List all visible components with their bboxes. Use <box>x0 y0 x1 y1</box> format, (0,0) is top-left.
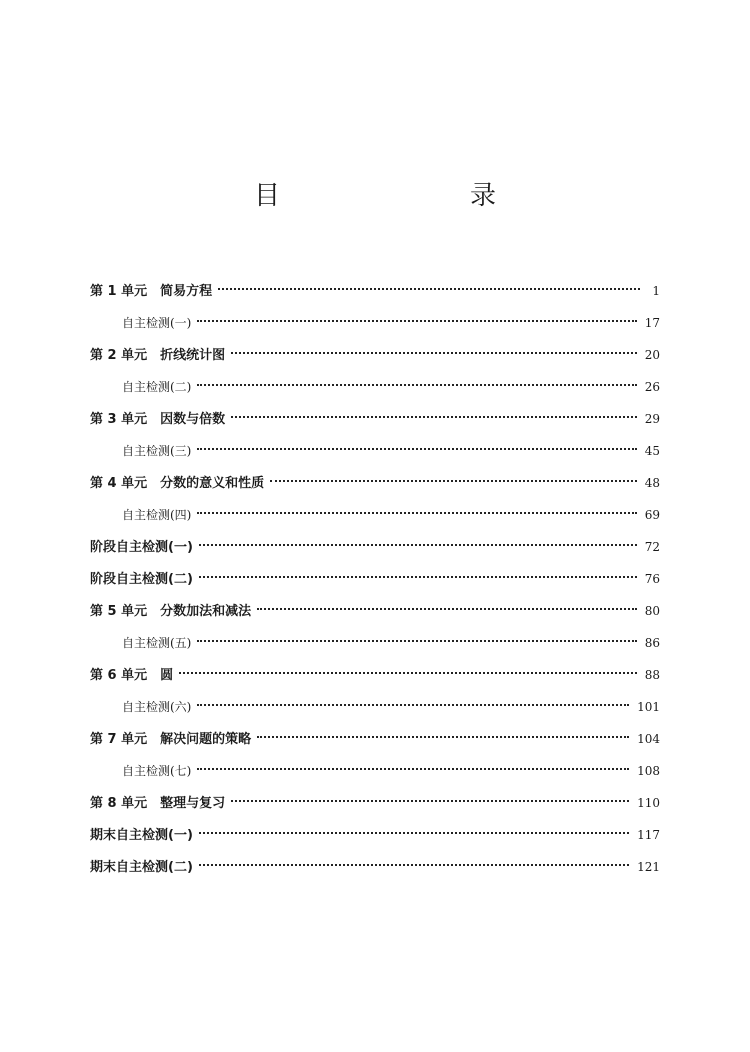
toc-entry-label: 自主检测(五) <box>122 636 192 650</box>
toc-entry[interactable] <box>90 531 660 563</box>
toc-entry-label: 自主检测(七) <box>122 764 192 778</box>
toc-entry[interactable] <box>90 339 660 371</box>
dot-leader <box>197 640 636 642</box>
toc-entry-label: 自主检测(三) <box>122 444 192 458</box>
toc-entry[interactable] <box>90 755 660 787</box>
toc-entry-label: 自主检测(四) <box>122 508 192 522</box>
dot-leader <box>197 512 636 514</box>
page-title: 目 录 <box>253 181 542 211</box>
toc-entry[interactable] <box>90 659 660 691</box>
toc-entry-page-number: 17 <box>644 316 660 330</box>
toc-entry-label: 阶段自主检测(二) <box>90 572 193 587</box>
toc-entry[interactable] <box>90 307 660 339</box>
toc-entry[interactable] <box>90 275 660 307</box>
toc-entry[interactable] <box>90 723 660 755</box>
table-of-contents <box>90 275 660 883</box>
toc-entry-label: 第 3 单元 因数与倍数 <box>90 412 226 427</box>
toc-entry[interactable] <box>90 403 660 435</box>
toc-entry-label: 第 8 单元 整理与复习 <box>90 796 226 811</box>
toc-entry-label: 自主检测(六) <box>122 700 192 714</box>
dot-leader <box>199 832 629 834</box>
toc-entry[interactable] <box>90 819 660 851</box>
toc-entry-page-number: 48 <box>644 476 660 490</box>
toc-entry[interactable] <box>90 787 660 819</box>
toc-entry-page-number: 108 <box>637 764 660 778</box>
toc-entry-label: 第 1 单元 简易方程 <box>90 284 213 299</box>
dot-leader <box>199 576 637 578</box>
toc-entry-page-number: 1 <box>652 284 660 298</box>
toc-entry-page-number: 104 <box>637 732 660 746</box>
toc-entry-page-number: 117 <box>637 828 660 842</box>
toc-entry-page-number: 45 <box>644 444 660 458</box>
toc-entry-page-number: 76 <box>644 572 660 586</box>
toc-entry[interactable] <box>90 499 660 531</box>
toc-entry-label: 阶段自主检测(一) <box>90 540 193 555</box>
toc-entry-label: 第 6 单元 圆 <box>90 668 174 683</box>
toc-entry-page-number: 88 <box>644 668 660 682</box>
toc-entry-page-number: 80 <box>644 604 660 618</box>
dot-leader <box>199 544 637 546</box>
dot-leader <box>218 288 640 290</box>
dot-leader <box>197 384 636 386</box>
dot-leader <box>199 864 629 866</box>
toc-entry[interactable] <box>90 595 660 627</box>
dot-leader <box>197 704 629 706</box>
dot-leader <box>231 416 637 418</box>
toc-entry[interactable] <box>90 851 660 883</box>
toc-entry-page-number: 69 <box>644 508 660 522</box>
toc-entry-page-number: 121 <box>637 860 660 874</box>
toc-entry[interactable] <box>90 467 660 499</box>
toc-entry-label: 自主检测(二) <box>122 380 192 394</box>
dot-leader <box>231 352 637 354</box>
toc-entry[interactable] <box>90 627 660 659</box>
toc-entry-page-number: 20 <box>644 348 660 362</box>
dot-leader <box>257 608 637 610</box>
toc-entry[interactable] <box>90 563 660 595</box>
toc-entry-page-number: 110 <box>637 796 660 810</box>
toc-entry[interactable] <box>90 435 660 467</box>
toc-entry-label: 期末自主检测(二) <box>90 860 193 875</box>
toc-entry-page-number: 26 <box>644 380 660 394</box>
toc-entry-page-number: 72 <box>644 540 660 554</box>
dot-leader <box>257 736 629 738</box>
toc-entry-label: 第 5 单元 分数加法和减法 <box>90 604 252 619</box>
dot-leader <box>231 800 629 802</box>
toc-entry-label: 第 2 单元 折线统计图 <box>90 348 226 363</box>
toc-entry[interactable] <box>90 691 660 723</box>
toc-entry-label: 第 4 单元 分数的意义和性质 <box>90 476 265 491</box>
dot-leader <box>197 448 636 450</box>
dot-leader <box>270 480 637 482</box>
dot-leader <box>179 672 637 674</box>
toc-entry-label: 期末自主检测(一) <box>90 828 193 843</box>
toc-entry-page-number: 86 <box>644 636 660 650</box>
toc-entry-label: 第 7 单元 解决问题的策略 <box>90 732 252 747</box>
toc-entry-page-number: 29 <box>644 412 660 426</box>
dot-leader <box>197 320 636 322</box>
toc-entry-label: 自主检测(一) <box>122 316 192 330</box>
toc-entry[interactable] <box>90 371 660 403</box>
toc-entry-page-number: 101 <box>637 700 660 714</box>
dot-leader <box>197 768 629 770</box>
